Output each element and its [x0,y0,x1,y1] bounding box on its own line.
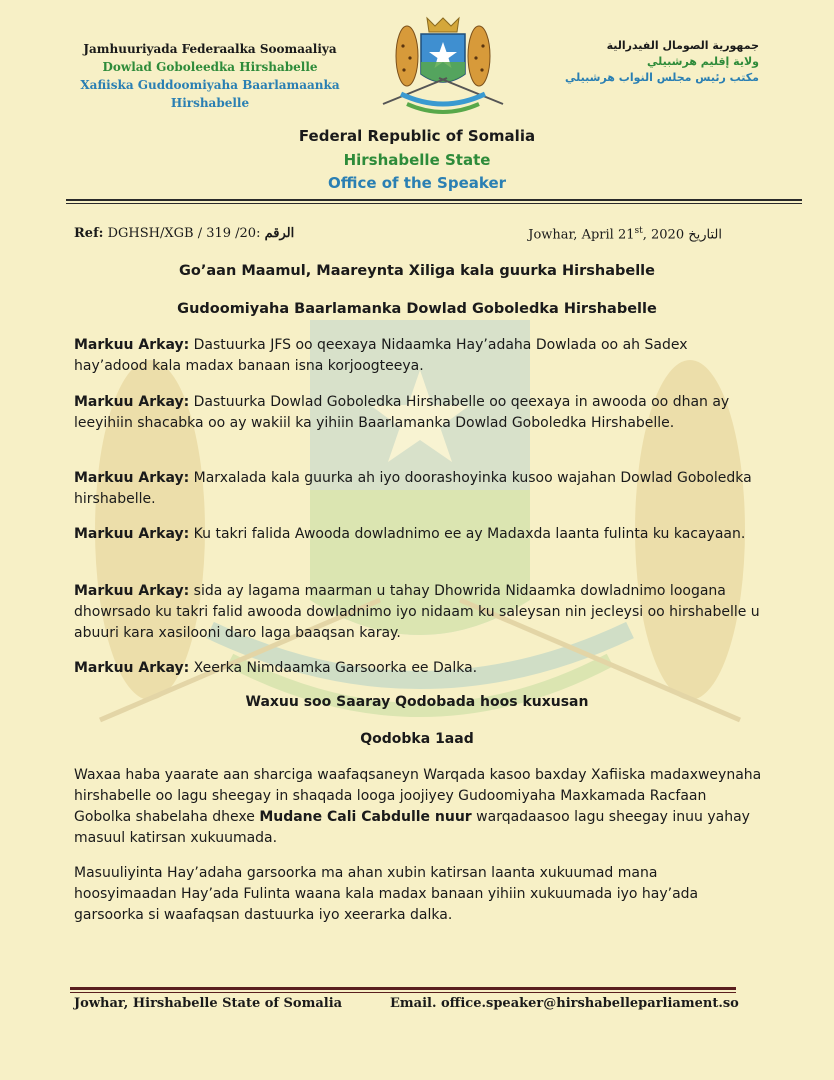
article-bold-name: Mudane Cali Cabdulle nuur [259,809,472,825]
header-divider-thin [66,203,802,204]
clause-text: Marxalada kala guurka ah iyo doorashoyinka kusoo wajahan Dowlad Goboledka hirshabelle. [74,470,752,507]
article-heading: Qodobka 1aad [360,731,474,747]
clause-text: Dastuurka JFS oo qeexaya Nidaamka Hay’adaha Dowlada oo ah Sadex hay’adood kala madax banaan isna korjoogteeya. [74,337,688,374]
clause-3 [74,468,764,510]
date-arabic-label: التاريخ [688,227,722,243]
letterhead-right [559,38,759,86]
clause-5 [74,581,764,644]
footer-divider [70,987,736,990]
decision-heading: Waxuu soo Saaray Qodobada hoos kuxusan [245,694,589,710]
article-paragraph-2: Masuuliyinta Hay’adaha garsoorka ma ahan xubin katirsan laanta xukuumad mana hoosyimaadan Hay’ada Fulinta waana kala madax banaan yihiin xukuumada iyo hay’ada garsoorka si waafaqsan dastuurka iyo xeerarka dalka. [74,865,699,923]
clause-label: Markuu Arkay: [74,583,190,599]
letterhead-left-line1: Jamhuuriyada Federaalka Soomaaliya [83,42,337,56]
letterhead-office: Office of the Speaker [327,174,507,192]
article-text-before: Waxaa haba yaarate aan sharciga waafaqsaneyn Warqada kasoo baxday Xafiiska madaxweynaha hirshabelle oo lagu sheegay in shaqada looga joojiyey Gudoomiyaha Maxkamada Racfaan Gobolka shabelaha dhexe [74,767,762,825]
clause-6 [74,658,764,679]
clause-label: Markuu Arkay: [74,337,190,353]
article-text-after: warqadaasoo lagu sheegay inuu yahay masuul katirsan xukuumada. [74,809,750,846]
footer-email: Email. office.speaker@hirshabelleparliament.so [390,996,739,1011]
footer-divider-thin [70,992,736,993]
date-line [528,226,722,242]
date-text: Jowhar, April 21 [528,227,635,243]
document-subtitle: Gudoomiyaha Baarlamanka Dowlad Goboledka Hirshabelle [177,301,657,317]
clause-text: Ku takri falida Awooda dowladnimo ee ay Madaxda laanta fulinta ku kacayaan. [189,526,746,542]
clause-label: Markuu Arkay: [74,394,190,410]
letterhead-right-line1: جمهورية الصومال الفيدرالية [606,39,759,52]
header-divider [66,199,802,201]
clause-text: Xeerka Nimdaamka Garsoorka ee Dalka. [189,660,478,676]
footer-address: Jowhar, Hirshabelle State of Somalia [74,996,343,1011]
article-paragraph-1 [74,765,764,849]
letterhead-state: Hirshabelle State [343,151,491,169]
letterhead-left-line2: Dowlad Goboleedka Hirshabelle [102,60,318,74]
reference-arabic-label: الرقم [264,226,295,241]
clause-text: sida ay lagama maarman u tahay Dhowrida Nidaamka dowladnimo loogana dhowrsado ku takri falid awooda dowladnimo iyo nidaam ku saleysan nin jecleysi oo hirshabelle u abuuri kara xasilooni daro laga baaqsan karay. [74,583,760,641]
clause-2 [74,392,764,434]
letterhead-right-line2: ولاية إقليم هرشبيلي [647,55,759,68]
clause-text: Dastuurka Dowlad Goboledka Hirshabelle oo qeexaya in awooda oo dhan ay leeyihiin shacabka oo ay wakiil ka yihiin Baarlamanka Dowlad Goboledka Hirshabelle. [74,394,730,431]
letterhead-right-line3: مكتب رئيس مجلس النواب هرشبيلي [565,71,759,84]
clause-4 [74,524,764,545]
clause-label: Markuu Arkay: [74,660,190,676]
reference-number: DGHSH/XGB / 319 /20: [107,226,261,241]
letterhead-left-line3: Xafiiska Guddoomiyaha Baarlamaanka [80,78,340,92]
clause-label: Markuu Arkay: [74,526,190,542]
somalia-coat-of-arms-icon [377,12,509,122]
letterhead-left-line4: Hirshabelle [170,96,250,110]
reference-line [74,226,294,241]
document-title: Go’aan Maamul, Maareynta Xiliga kala guurka Hirshabelle [179,263,655,279]
letterhead-title: Federal Republic of Somalia [298,127,536,145]
reference-label: Ref: [74,226,104,241]
letterhead-left [60,40,360,112]
date-year: , 2020 [642,227,685,243]
date-suffix: st [634,226,643,236]
clause-label: Markuu Arkay: [74,470,190,486]
clause-1 [74,335,764,377]
